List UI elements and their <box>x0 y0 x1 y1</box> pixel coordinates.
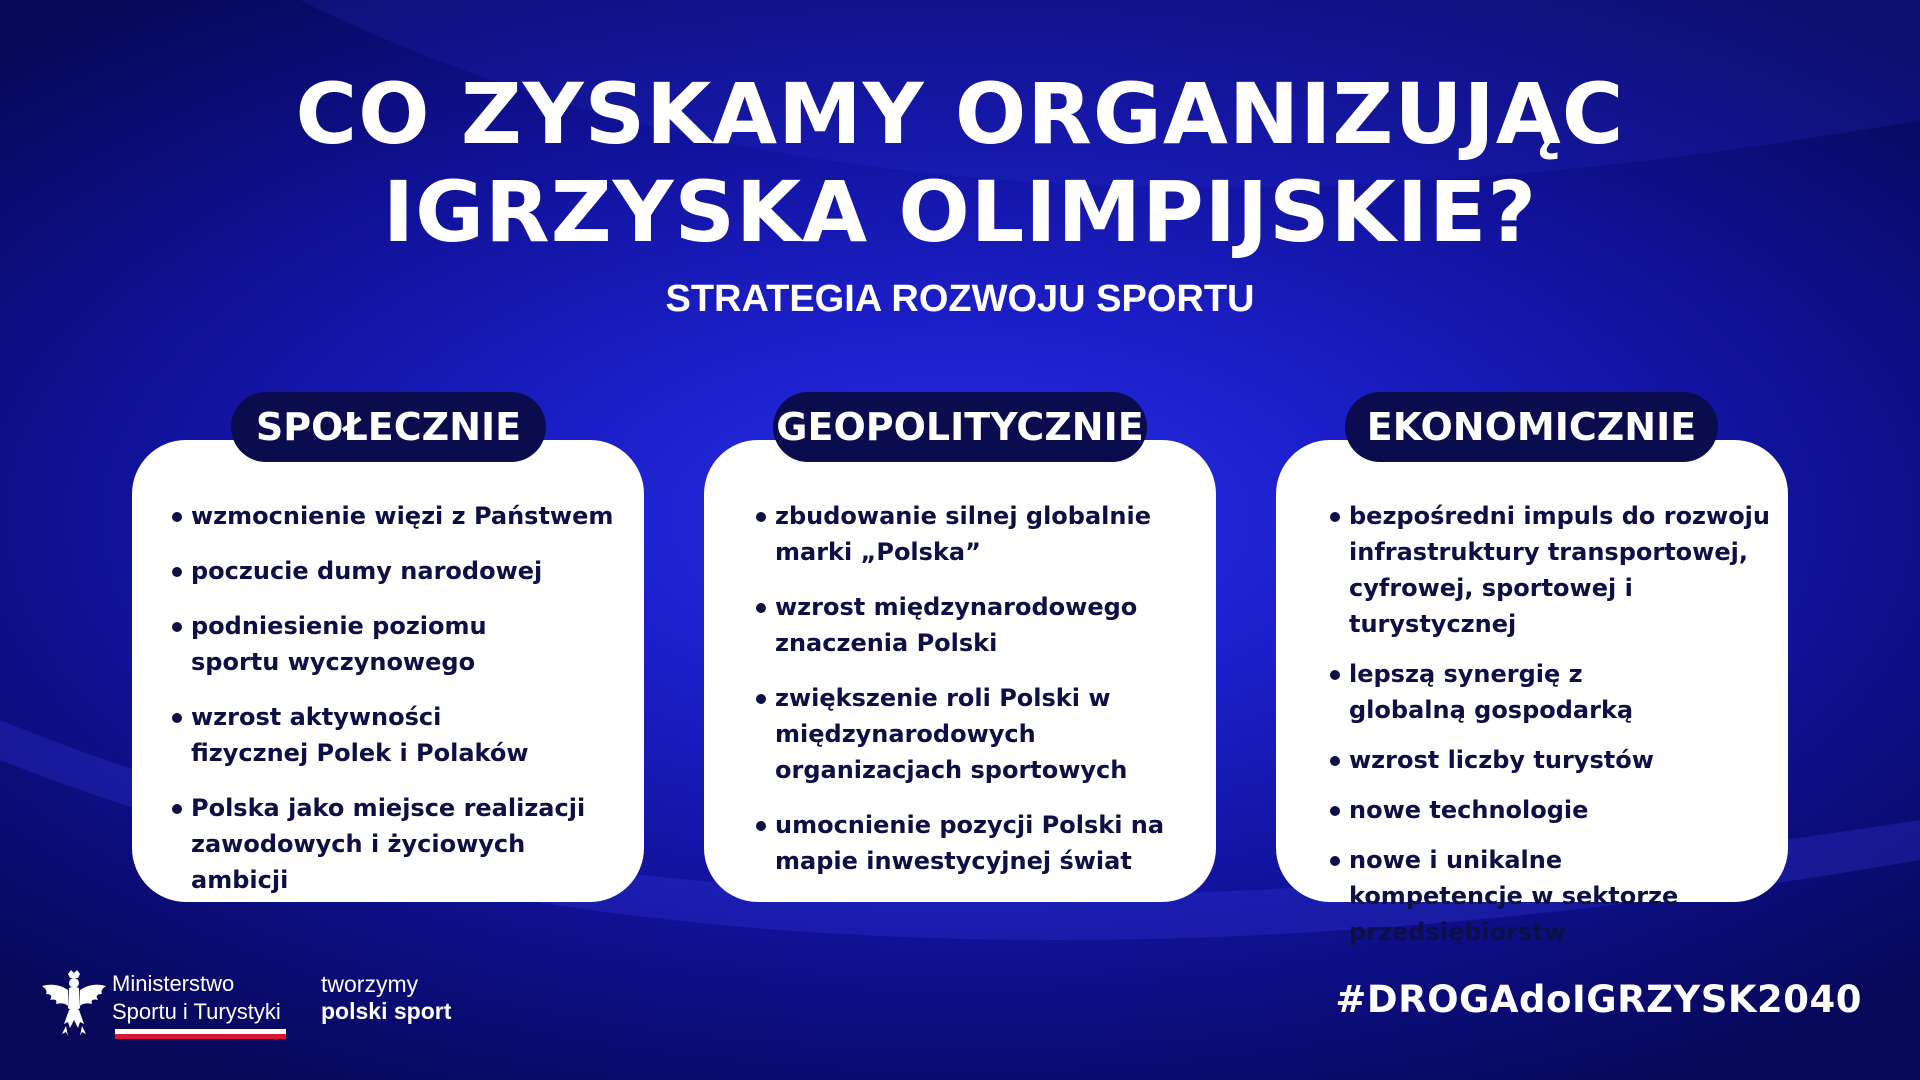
polish-eagle-icon <box>38 968 110 1040</box>
list-item-text: poczucie dumy narodowej <box>191 557 543 585</box>
benefit-list <box>172 498 632 917</box>
bullet-icon <box>756 603 766 613</box>
bullet-icon <box>172 804 182 814</box>
bullet-icon <box>1330 670 1340 680</box>
polish-flag-bar <box>115 1029 286 1039</box>
bullet-icon <box>1330 806 1340 816</box>
list-item-text: podniesienie poziomu sportu wyczynowego <box>191 612 487 676</box>
list-item <box>172 553 632 589</box>
list-item-text: wzrost międzynarodowego znaczenia Polski <box>775 593 1138 657</box>
list-item-text: Polska jako miejsce realizacji zawodowych i życiowych ambicji <box>191 794 586 894</box>
subtitle: STRATEGIA ROZWOJU SPORTU <box>665 278 1255 320</box>
heading-ekonomicznie: EKONOMICZNIE <box>1345 392 1718 462</box>
list-item <box>1330 656 1669 728</box>
main-title-line-1: CO ZYSKAMY ORGANIZUJĄC <box>295 65 1625 163</box>
slogan-line-1: tworzymy <box>321 971 419 997</box>
list-item <box>1330 842 1729 950</box>
list-item <box>172 608 491 680</box>
list-item-text: umocnienie pozycji Polski na mapie inwestycyjnej świat <box>775 811 1165 875</box>
card-ekonomicznie <box>1276 440 1788 946</box>
ministry-line-1: Ministerstwo <box>112 971 235 996</box>
heading-spolecznie: SPOŁECZNIE <box>231 392 546 462</box>
ministry-name <box>112 970 281 1026</box>
list-item-text: nowe i unikalne kompetencje w sektorze przedsiębiorstw <box>1349 846 1679 946</box>
slogan-line-2: polski sport <box>321 998 452 1024</box>
slogan <box>321 971 451 1025</box>
list-item-text: lepszą synergię z globalną gospodarką <box>1349 660 1634 724</box>
list-item-text: nowe technologie <box>1349 796 1589 824</box>
card-spolecznie <box>132 440 644 902</box>
bullet-icon <box>172 512 182 522</box>
list-item <box>756 680 1135 788</box>
bullet-icon <box>172 567 182 577</box>
list-item-text: zbudowanie silnej globalnie marki „Polska” <box>775 502 1151 566</box>
bullet-icon <box>756 694 766 704</box>
bullet-icon <box>1330 512 1340 522</box>
list-item <box>756 498 1155 570</box>
bullet-icon <box>172 622 182 632</box>
list-item <box>172 699 551 771</box>
bullet-icon <box>756 821 766 831</box>
hashtag: #DROGAdoIGRZYSK2040 <box>1335 978 1862 1021</box>
list-item <box>1330 498 1780 642</box>
bullet-icon <box>1330 856 1340 866</box>
benefit-list <box>1330 498 1780 964</box>
list-item-text: wzrost aktywności fizycznej Polek i Polaków <box>191 703 529 767</box>
list-item <box>756 589 1155 661</box>
list-item <box>172 498 632 534</box>
list-item <box>1330 792 1780 828</box>
list-item-text: wzrost liczby turystów <box>1349 746 1654 774</box>
heading-geopolitycznie: GEOPOLITYCZNIE <box>773 392 1147 462</box>
list-item <box>172 790 621 898</box>
list-item-text: wzmocnienie więzi z Państwem <box>191 502 614 530</box>
main-title-line-2: IGRZYSKA OLIMPIJSKIE? <box>382 163 1538 261</box>
ministry-line-2: Sportu i Turystyki <box>112 999 281 1024</box>
list-item-text: zwiększenie roli Polski w międzynarodowych organizacjach sportowych <box>775 684 1128 784</box>
list-item <box>1330 742 1780 778</box>
bullet-icon <box>756 512 766 522</box>
bullet-icon <box>172 713 182 723</box>
list-item <box>756 807 1215 879</box>
bullet-icon <box>1330 756 1340 766</box>
card-geopolitycznie <box>704 440 1216 902</box>
list-item-text: bezpośredni impuls do rozwoju infrastruktury transportowej, cyfrowej, sportowej i turystycznej <box>1349 502 1770 638</box>
benefit-list <box>756 498 1204 898</box>
